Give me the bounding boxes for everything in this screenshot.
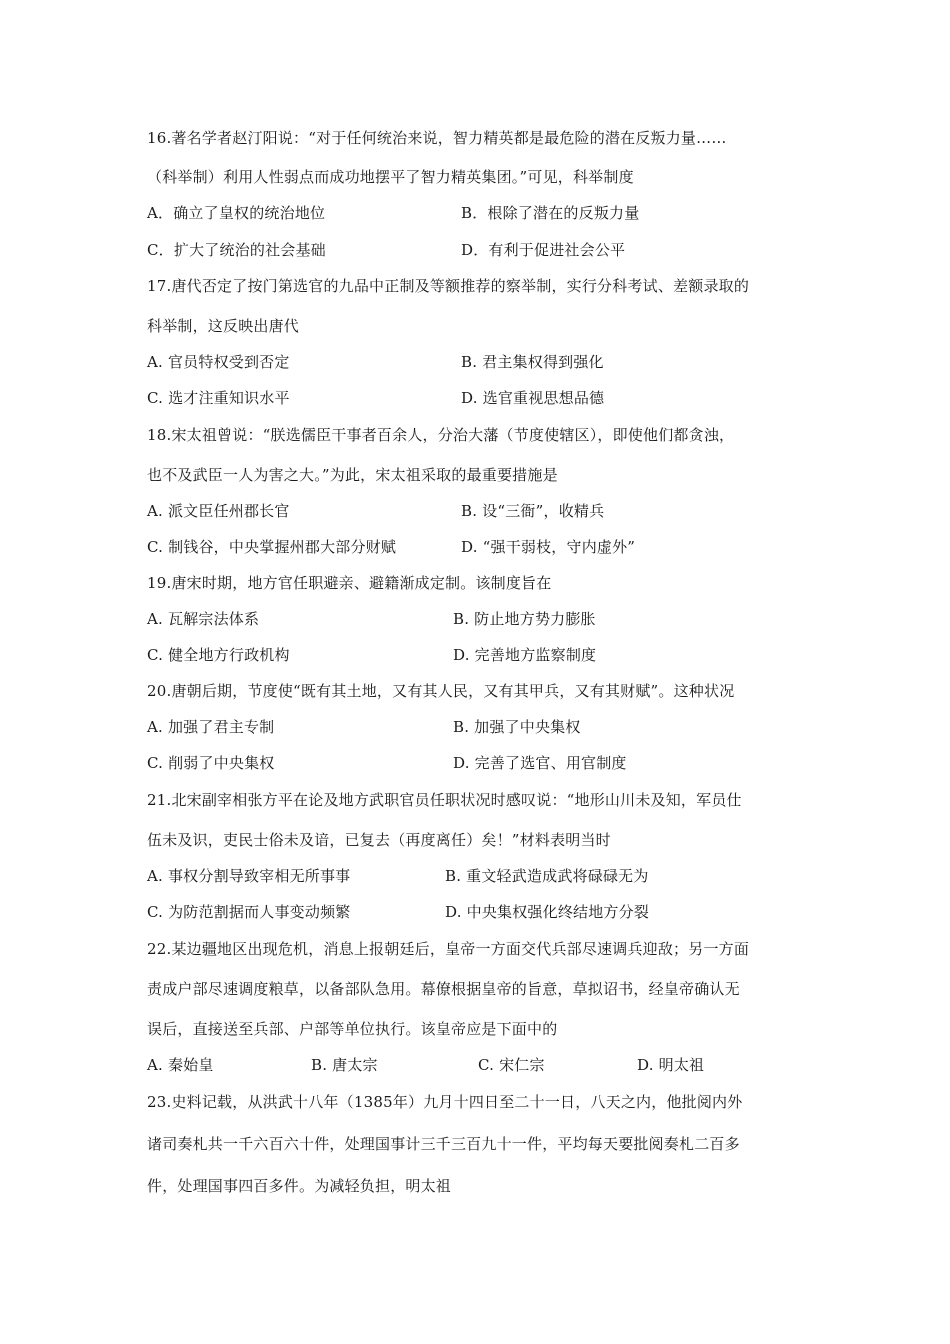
question-18-option-d: D. “强干弱枝，守内虚外” (461, 538, 636, 556)
question-23-stem-line-1: 23.史料记载，从洪武十八年（1385年）九月十四日至二十一日，八天之内，他批阅内外 (147, 1093, 743, 1111)
question-19-option-a: A. 瓦解宗法体系 (147, 610, 260, 628)
question-17-option-d: D. 选官重视思想品德 (461, 389, 605, 407)
question-21-option-a: A. 事权分割导致宰相无所事事 (147, 867, 351, 885)
question-19-option-d: D. 完善地方监察制度 (453, 646, 597, 664)
question-17-option-a: A. 官员特权受到否定 (147, 353, 290, 371)
question-17-stem-line-2: 科举制，这反映出唐代 (147, 317, 300, 335)
question-18-stem-line-2: 也不及武臣一人为害之大。”为此，宋太祖采取的最重要措施是 (147, 466, 558, 484)
question-17-option-b: B. 君主集权得到强化 (461, 353, 604, 371)
question-16-option-d: D．有利于促进社会公平 (461, 241, 626, 259)
question-21-stem-line-2: 伍未及识，吏民士俗未及谙，已复去（再度离任）矣！”材料表明当时 (147, 831, 611, 849)
question-18-option-c: C. 制钱谷，中央掌握州郡大部分财赋 (147, 538, 397, 556)
question-22-option-c: C. 宋仁宗 (478, 1056, 545, 1074)
question-23-stem-line-2: 诸司奏札共一千六百六十件，处理国事计三千三百九十一件，平均每天要批阅奏札二百多 (147, 1135, 740, 1153)
question-21-option-c: C. 为防范割据而人事变动频繁 (147, 903, 351, 921)
question-21-stem-line-1: 21.北宋副宰相张方平在论及地方武职官员任职状况时感叹说：“地形山川未及知，军员仕 (147, 791, 742, 809)
question-17-stem-line-1: 17.唐代否定了按门第选官的九品中正制及等额推荐的察举制，实行分科考试、差额录取的 (147, 277, 750, 295)
question-22-option-d: D. 明太祖 (637, 1056, 705, 1074)
question-18-option-b: B. 设“三衙”，收精兵 (461, 502, 605, 520)
question-23-stem-line-3: 件，处理国事四百多件。为减轻负担，明太祖 (147, 1177, 452, 1195)
question-22-stem-line-1: 22.某边疆地区出现危机，消息上报朝廷后，皇帝一方面交代兵部尽速调兵迎敌；另一方面 (147, 940, 750, 958)
question-18-stem-line-1: 18.宋太祖曾说：“朕选儒臣干事者百余人，分治大藩（节度使辖区），即使他们都贪浊， (147, 426, 735, 444)
question-16-option-c: C．扩大了统治的社会基础 (147, 241, 326, 259)
question-20-option-a: A. 加强了君主专制 (147, 718, 275, 736)
question-19-option-b: B. 防止地方势力膨胀 (453, 610, 596, 628)
question-19-stem-line-1: 19.唐宋时期，地方官任职避亲、避籍渐成定制。该制度旨在 (147, 574, 552, 592)
question-19-option-c: C. 健全地方行政机构 (147, 646, 290, 664)
question-20-option-c: C. 削弱了中央集权 (147, 754, 275, 772)
question-20-stem-line-1: 20.唐朝后期，节度使“既有其土地，又有其人民，又有其甲兵，又有其财赋”。这种状况 (147, 682, 735, 700)
question-22-stem-line-2: 责成户部尽速调度粮草，以备部队急用。幕僚根据皇帝的旨意，草拟诏书，经皇帝确认无 (147, 980, 740, 998)
question-21-option-d: D. 中央集权强化终结地方分裂 (445, 903, 650, 921)
question-22-option-a: A. 秦始皇 (147, 1056, 214, 1074)
question-22-stem-line-3: 误后，直接送至兵部、户部等单位执行。该皇帝应是下面中的 (147, 1020, 558, 1038)
question-16-stem-line-2: （科举制）利用人性弱点而成功地摆平了智力精英集团。”可见，科举制度 (147, 168, 634, 186)
question-17-option-c: C. 选才注重知识水平 (147, 389, 290, 407)
question-22-option-b: B. 唐太宗 (311, 1056, 378, 1074)
question-20-option-b: B. 加强了中央集权 (453, 718, 581, 736)
question-21-option-b: B. 重文轻武造成武将碌碌无为 (445, 867, 649, 885)
question-16-stem-line-1: 16.著名学者赵汀阳说：“对于任何统治来说，智力精英都是最危险的潜在反叛力量…… (147, 129, 727, 147)
question-16-option-b: B．根除了潜在的反叛力量 (461, 204, 640, 222)
question-20-option-d: D. 完善了选官、用官制度 (453, 754, 627, 772)
question-18-option-a: A. 派文臣任州郡长官 (147, 502, 290, 520)
question-16-option-a: A．确立了皇权的统治地位 (147, 204, 326, 222)
